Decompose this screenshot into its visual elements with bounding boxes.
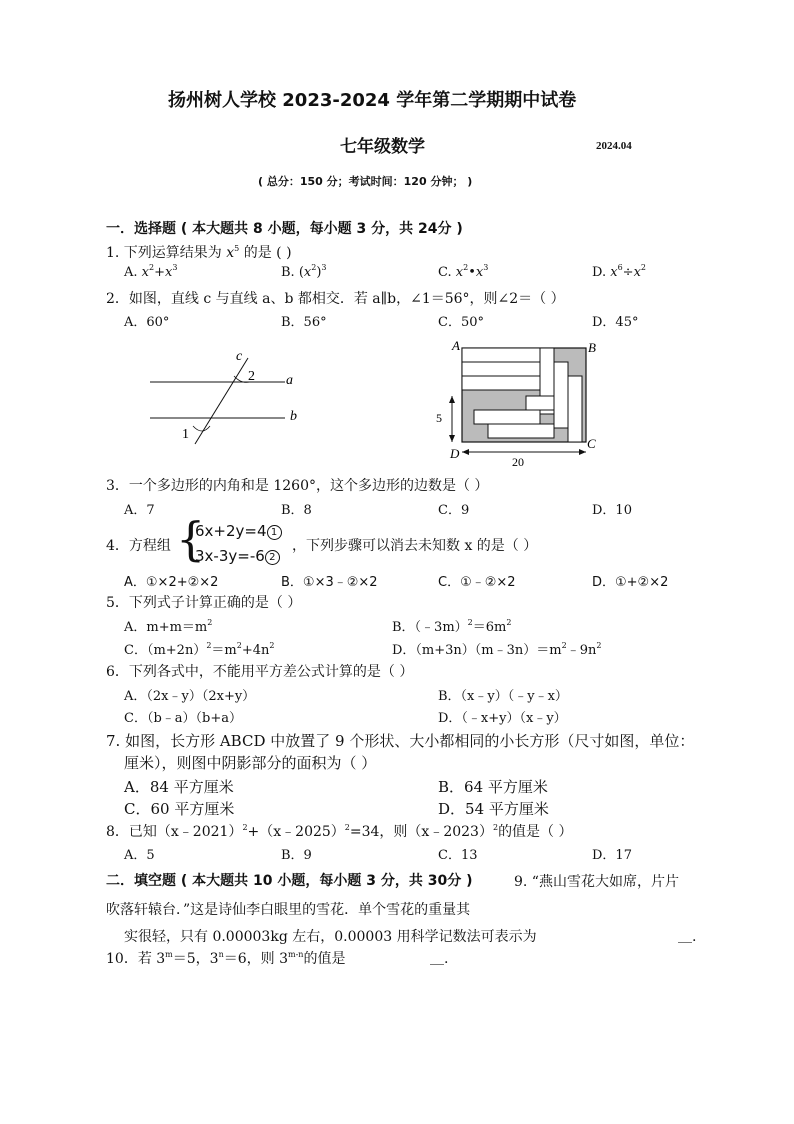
question-3-option-b: B．8 xyxy=(281,503,312,518)
question-9-line-3: 实很轻，只有 0.00003kg 左右，0.00003 用科学记数法可表示为 xyxy=(124,929,537,945)
label-A: A xyxy=(452,338,460,353)
question-7-line-1: 7. 如图，长方形 ABCD 中放置了 9 个形状、大小都相同的小长方形（尺寸如图，单位： xyxy=(106,732,695,750)
equation-system-brace: { xyxy=(176,512,206,566)
label-D: D xyxy=(450,446,460,461)
exam-title: 扬州树人学校 2023-2024 学年第二学期期中试卷 xyxy=(168,90,577,111)
question-4-option-a: A．①×2+②×2 xyxy=(124,575,219,590)
rectangle-abcd-figure xyxy=(430,338,610,472)
question-4-option-b: B．①×3﹣②×2 xyxy=(281,575,378,590)
question-3-option-a: A．7 xyxy=(124,503,155,518)
question-7-option-a: A．84 平方厘米 xyxy=(124,778,234,796)
question-3-stem: 3．一个多边形的内角和是 1260°，这个多边形的边数是（ ） xyxy=(106,478,489,494)
label-width-20: 20 xyxy=(512,455,524,469)
question-8-stem: 8．已知（x﹣2021）$^2$+（x﹣2025）$^2$=34，则（x﹣2023）$^2$的值是（ ） xyxy=(106,823,573,840)
label-angle-2: 2 xyxy=(248,369,255,384)
question-5-option-c: C．$(m+2n)^2=m^2+4n^2$ xyxy=(124,641,275,658)
label-angle-1: 1 xyxy=(182,427,189,442)
label-height-5: 5 xyxy=(436,411,442,425)
width-arrow-right xyxy=(579,449,586,455)
question-2-option-d: D．45° xyxy=(592,315,639,330)
question-6-stem: 6．下列各式中，不能用平方差公式计算的是（ ） xyxy=(106,664,414,680)
width-arrow-left xyxy=(462,449,469,455)
question-2-stem: 2．如图，直线 c 与直线 a、b 都相交．若 a∥b，∠1＝56°，则∠2＝（ ） xyxy=(106,291,565,307)
label-C: C xyxy=(587,436,596,451)
parallel-lines-figure xyxy=(140,340,320,450)
question-7-line-2: 厘米），则图中阴影部分的面积为（ ） xyxy=(124,754,377,772)
question-1-option-a: A. $x^2+x^3$ xyxy=(124,263,178,280)
question-5-option-d: D．$(m+3n)(m﹣3n)=m^2﹣9n^2$ xyxy=(392,641,602,658)
question-7-option-d: D．54 平方厘米 xyxy=(438,800,549,818)
question-10-stem: 10．若 $3^m=5$，$3^n=6$，则 3$^{m-n}$的值是 xyxy=(106,950,346,967)
question-6-option-a: A．（2x﹣y）（2x+y） xyxy=(124,689,256,704)
question-6-option-d: D．（﹣x+y）（x﹣y） xyxy=(438,711,567,726)
label-b: b xyxy=(290,409,297,424)
question-2-option-b: B．56° xyxy=(281,315,327,330)
question-2-option-c: C．50° xyxy=(438,315,484,330)
question-6-option-c: C．（b﹣a）（b+a） xyxy=(124,711,242,726)
small-rect-3 xyxy=(462,376,540,390)
question-9-blank[interactable]: ＿. xyxy=(678,929,697,945)
question-5-option-a: A．$m+m=m^2$ xyxy=(124,618,213,635)
small-rect-8 xyxy=(488,424,554,438)
small-rect-1 xyxy=(462,348,540,362)
question-5-stem: 5．下列式子计算正确的是（ ） xyxy=(106,595,302,611)
question-3-option-d: D．10 xyxy=(592,503,632,518)
height-arrow-top xyxy=(449,396,455,403)
question-8-option-c: C．13 xyxy=(438,848,478,863)
question-4-stem-prefix: 4．方程组 xyxy=(106,538,171,554)
question-7-option-c: C．60 平方厘米 xyxy=(124,800,235,818)
small-rect-2 xyxy=(462,362,540,376)
question-8-option-d: D．17 xyxy=(592,848,632,863)
question-1-stem: 1. 下列运算结果为 $x^5$ 的是 ( ) xyxy=(106,244,292,261)
height-arrow-bottom xyxy=(449,435,455,442)
equation-2: 3x-3y=-6 2 xyxy=(195,545,280,567)
label-a: a xyxy=(286,373,293,388)
question-2-option-a: A．60° xyxy=(124,315,170,330)
small-rect-6 xyxy=(568,376,582,442)
question-5-option-b: B．$(﹣3m)^2=6m^2$ xyxy=(392,618,512,635)
equation-1: 6x+2y=4 1 xyxy=(195,520,282,542)
question-4-stem-suffix: ，下列步骤可以消去未知数 x 的是（ ） xyxy=(292,538,538,554)
small-rect-5 xyxy=(554,362,568,428)
question-9-line-2: 吹落轩辕台．”这是诗仙李白眼里的雪花．单个雪花的重量其 xyxy=(106,902,471,918)
question-1-option-c: C. $x^2•x^3$ xyxy=(438,263,489,280)
question-7-option-b: B．64 平方厘米 xyxy=(438,778,548,796)
exam-subtitle: 七年级数学 xyxy=(340,137,425,157)
question-6-option-b: B．（x﹣y）（﹣y﹣x） xyxy=(438,689,568,704)
exam-info: ( 总分：150 分；考试时间：120 分钟； ) xyxy=(258,175,473,188)
small-rect-9 xyxy=(526,396,554,410)
angle-1-arc xyxy=(193,426,210,431)
question-8-option-a: A．5 xyxy=(124,848,155,863)
small-rect-7 xyxy=(474,410,540,424)
label-B: B xyxy=(588,340,596,355)
section-heading-choice: 一．选择题 ( 本大题共 8 小题，每小题 3 分，共 24分 ) xyxy=(106,221,463,237)
question-10-blank[interactable]: ＿. xyxy=(430,951,449,967)
label-c: c xyxy=(236,349,243,364)
question-4-option-c: C．①﹣②×2 xyxy=(438,575,516,590)
question-3-option-c: C．9 xyxy=(438,503,470,518)
question-1-option-b: B. $(x^2)^3$ xyxy=(281,263,327,280)
question-1-option-d: D. $x^6\div x^2$ xyxy=(592,263,647,280)
question-8-option-b: B．9 xyxy=(281,848,312,863)
question-9-line-1: 9. “燕山雪花大如席，片片 xyxy=(514,874,679,890)
exam-date: 2024.04 xyxy=(596,140,632,152)
section-heading-fill: 二．填空题 ( 本大题共 10 小题，每小题 3 分，共 30分 ) xyxy=(106,873,473,889)
question-4-option-d: D．①+②×2 xyxy=(592,575,669,590)
